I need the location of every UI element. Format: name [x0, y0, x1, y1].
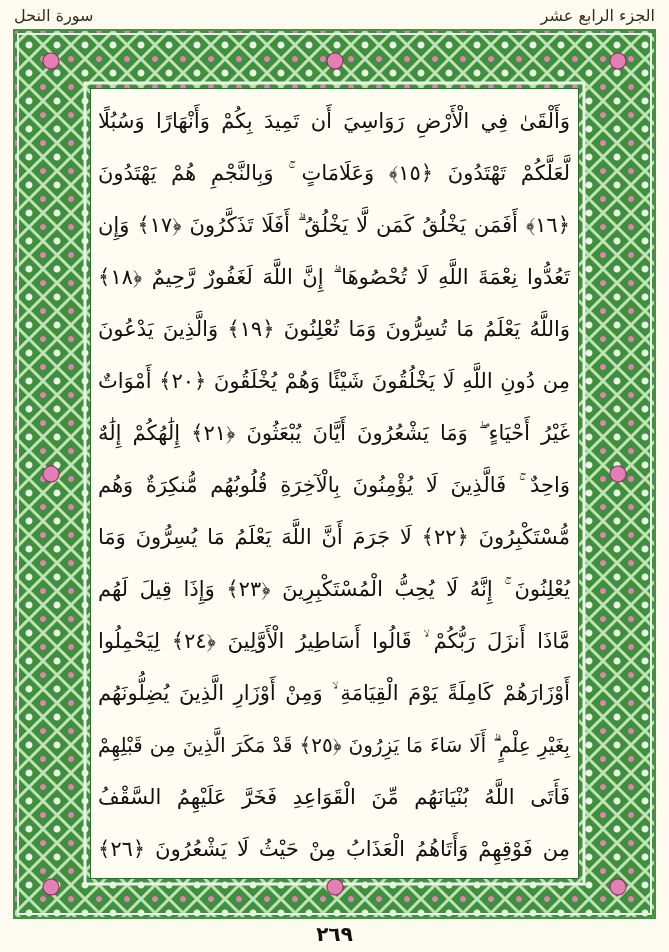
text-line: غَيْرُ أَحْيَاءٍ ۖ وَمَا يَشْعُرُونَ أَيَّانَ يُبْعَثُونَ ﴿٢١﴾ إِلَٰهُكُمْ إِلَٰهٌ: [98, 421, 570, 445]
juz-label: الجزء الرابع عشر: [540, 6, 655, 25]
text-line: أَوْزَارَهُمْ كَامِلَةً يَوْمَ الْقِيَامَةِ ۙ وَمِنْ أَوْزَارِ الَّذِينَ يُضِلُّونَهُم: [98, 681, 570, 705]
text-line: مُّسْتَكْبِرُونَ ﴿٢٢﴾ لَا جَرَمَ أَنَّ اللَّهَ يَعْلَمُ مَا يُسِرُّونَ وَمَا: [98, 525, 570, 549]
text-line: بِغَيْرِ عِلْمٍ ۗ أَلَا سَاءَ مَا يَزِرُونَ ﴿٢٥﴾ قَدْ مَكَرَ الَّذِينَ مِن قَبْلِهِمْ: [98, 733, 570, 757]
surah-name: سورة النحل: [14, 6, 94, 25]
text-line: ﴿١٦﴾ أَفَمَن يَخْلُقُ كَمَن لَّا يَخْلُقُ ۗ أَفَلَا تَذَكَّرُونَ ﴿١٧﴾ وَإِن: [98, 213, 570, 237]
text-line: وَأَلْقَىٰ فِي الْأَرْضِ رَوَاسِيَ أَن تَمِيدَ بِكُمْ وَأَنْهَارًا وَسُبُلًا: [98, 109, 570, 133]
text-line: وَاللَّهُ يَعْلَمُ مَا تُسِرُّونَ وَمَا تُعْلِنُونَ ﴿١٩﴾ وَالَّذِينَ يَدْعُونَ: [98, 317, 570, 341]
text-line: لَّعَلَّكُمْ تَهْتَدُونَ ﴿١٥﴾ وَعَلَامَاتٍ ۚ وَبِالنَّجْمِ هُمْ يَهْتَدُونَ: [98, 161, 570, 185]
text-line: وَاحِدٌ ۚ فَالَّذِينَ لَا يُؤْمِنُونَ بِالْآخِرَةِ قُلُوبُهُم مُّنكِرَةٌ وَهُم: [98, 473, 570, 497]
text-line: مِن دُونِ اللَّهِ لَا يَخْلُقُونَ شَيْئًا وَهُمْ يُخْلَقُونَ ﴿٢٠﴾ أَمْوَاتٌ: [98, 369, 570, 393]
text-line: فَأَتَى اللَّهُ بُنْيَانَهُم مِّنَ الْقَوَاعِدِ فَخَرَّ عَلَيْهِمُ السَّقْفُ: [98, 785, 570, 809]
text-line: مَّاذَا أَنزَلَ رَبُّكُمْ ۙ قَالُوا أَسَاطِيرُ الْأَوَّلِينَ ﴿٢٤﴾ لِيَحْمِلُوا: [98, 629, 570, 653]
text-line: تَعُدُّوا نِعْمَةَ اللَّهِ لَا تُحْصُوهَا ۗ إِنَّ اللَّهَ لَغَفُورٌ رَّحِيمٌ ﴿١٨﴾: [98, 265, 570, 289]
page-number: ٢٦٩: [316, 922, 353, 946]
text-line: يُعْلِنُونَ ۚ إِنَّهُ لَا يُحِبُّ الْمُسْتَكْبِرِينَ ﴿٢٣﴾ وَإِذَا قِيلَ لَهُم: [98, 577, 571, 601]
text-line: مِن فَوْقِهِمْ وَأَتَاهُمُ الْعَذَابُ مِنْ حَيْثُ لَا يَشْعُرُونَ ﴿٢٦﴾: [98, 837, 570, 861]
page-header: [0, 4, 669, 30]
